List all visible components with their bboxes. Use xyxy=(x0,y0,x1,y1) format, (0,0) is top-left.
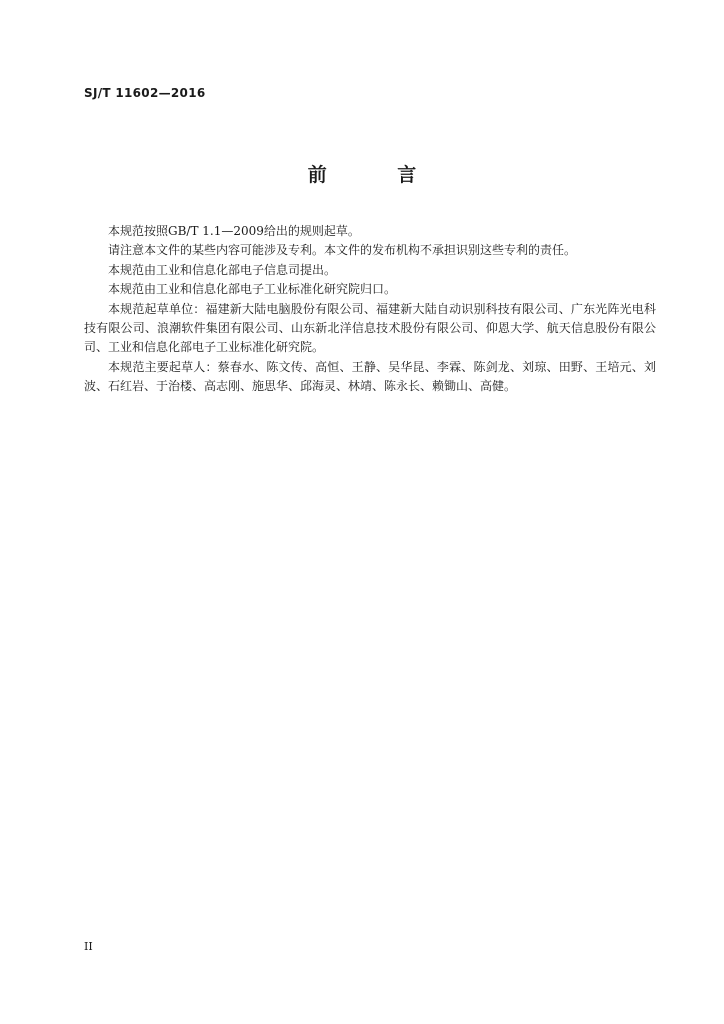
page-title: 前 言 xyxy=(307,164,449,186)
paragraph-drafting-units: 本规范起草单位：福建新大陆电脑股份有限公司、福建新大陆自动识别科技有限公司、广东光阵光电科技有限公司、浪潮软件集团有限公司、山东新北洋信息技术股份有限公司、仰恩大学、航天信息股份有限公司、工业和信息化部电子工业标准化研究院。 xyxy=(84,301,656,355)
paragraph-drafting-rules: 本规范按照GB/T 1.1—2009给出的规则起草。 xyxy=(108,224,360,238)
paragraph-proposer: 本规范由工业和信息化部电子信息司提出。 xyxy=(108,262,337,277)
page-number: II xyxy=(84,940,93,953)
preface-body xyxy=(84,222,656,397)
standard-code: SJ/T 11602—2016 xyxy=(84,86,206,100)
paragraph-patent-notice: 请注意本文件的某些内容可能涉及专利。本文件的发布机构不承担识别这些专利的责任。 xyxy=(108,243,577,258)
paragraph-administrator: 本规范由工业和信息化部电子工业标准化研究院归口。 xyxy=(108,282,397,297)
paragraph-drafters: 本规范主要起草人：蔡春水、陈文传、高恒、王静、吴华昆、李霖、陈剑龙、刘琼、田野、王培元、刘波、石红岩、于治楼、高志刚、施思华、邱海灵、林靖、陈永长、赖锄山、高健。 xyxy=(84,359,656,394)
